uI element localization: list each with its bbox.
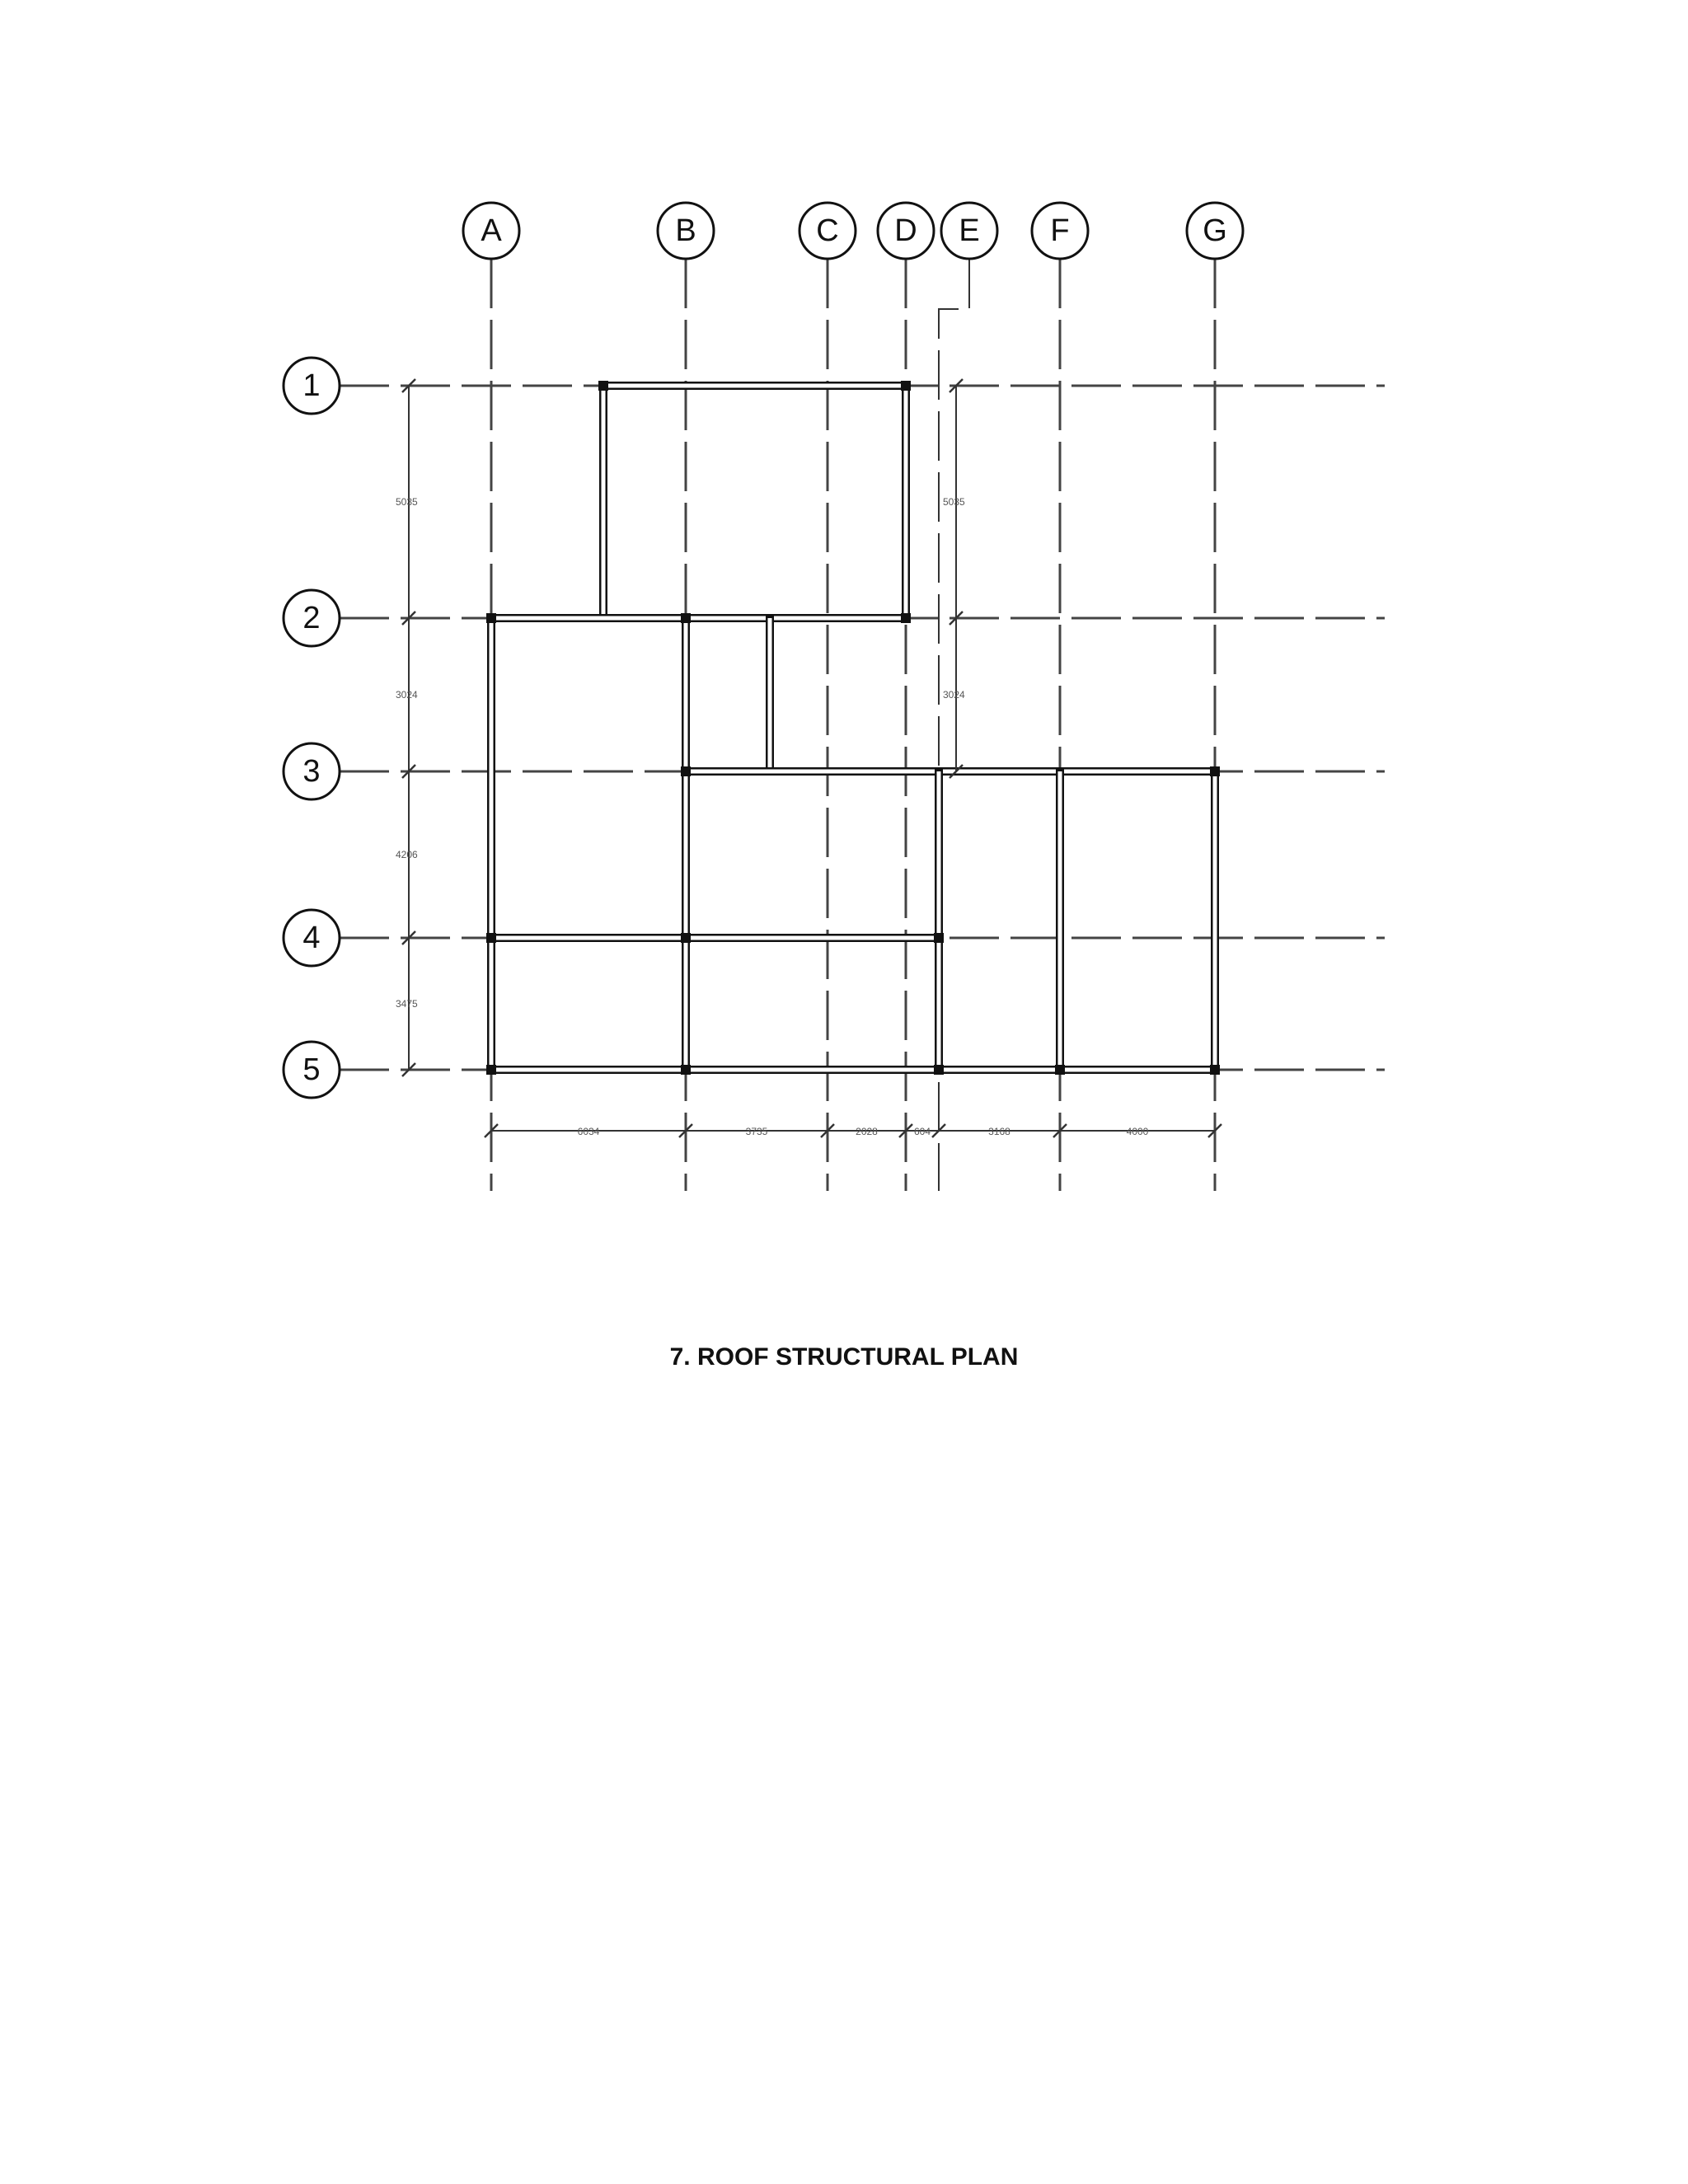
grid-bubble-label: E <box>959 213 980 248</box>
dimensions <box>396 379 1221 1137</box>
beams <box>491 386 1215 1070</box>
grid-bubble-A <box>463 203 519 259</box>
grid-bubble-label: D <box>894 213 917 248</box>
column-marker <box>681 1065 691 1075</box>
grid-bubble-label: 1 <box>302 368 321 403</box>
column-marker <box>1210 766 1220 776</box>
column-marker <box>901 613 911 623</box>
column-marker <box>681 613 691 623</box>
grid-bubble-C <box>799 203 856 259</box>
grid-bubble-3 <box>284 743 340 799</box>
grid-bubble-D <box>878 203 934 259</box>
grid-line-E <box>939 259 969 1191</box>
grid-bubble-label: 5 <box>302 1052 321 1087</box>
grid-bubble-E <box>941 203 997 259</box>
grid-bubble-5 <box>284 1042 340 1098</box>
columns <box>486 381 1220 1075</box>
grid-bubble-2 <box>284 590 340 646</box>
grid-bubble-4 <box>284 910 340 966</box>
column-marker <box>1210 1065 1220 1075</box>
column-marker <box>934 933 944 943</box>
grid-bubble-label: G <box>1203 213 1227 248</box>
column-marker <box>486 1065 496 1075</box>
column-marker <box>598 381 608 391</box>
dimension-label-bottom: 3168 <box>988 1126 1010 1137</box>
plan-title: 7. ROOF STRUCTURAL PLAN <box>669 1343 1019 1371</box>
dimension-label-bottom: 3735 <box>745 1126 768 1137</box>
dimension-label-right: 3024 <box>943 689 965 701</box>
dimension-label-left: 3024 <box>396 689 418 701</box>
dimension-label-left: 3475 <box>396 998 418 1010</box>
column-marker <box>1055 1065 1065 1075</box>
grid-bubble-G <box>1187 203 1243 259</box>
grid-bubble-1 <box>284 358 340 414</box>
dimension-label-bottom: 604 <box>913 1126 931 1137</box>
grid-bubble-F <box>1032 203 1088 259</box>
grid-bubble-label: 3 <box>302 754 321 789</box>
dimension-label-bottom: 6034 <box>577 1126 600 1137</box>
grid-bubble-label: 2 <box>302 601 321 635</box>
grid-bubble-label: C <box>816 213 839 248</box>
dimension-label-bottom: 2028 <box>856 1126 878 1137</box>
dimension-label-left: 5035 <box>396 496 418 508</box>
column-marker <box>486 933 496 943</box>
grid-bubble-label: F <box>1050 213 1070 248</box>
column-marker <box>486 613 496 623</box>
dimension-label-left: 4206 <box>396 849 418 860</box>
column-marker <box>901 381 911 391</box>
grid-bubble-label: B <box>675 213 696 248</box>
grid-bubble-B <box>658 203 714 259</box>
grid-bubbles <box>284 203 1243 1098</box>
grid-bubble-label: 4 <box>302 921 321 955</box>
grid-bubble-label: A <box>481 213 502 248</box>
column-marker <box>681 933 691 943</box>
dimension-label-bottom: 4000 <box>1126 1126 1149 1137</box>
column-marker <box>681 766 691 776</box>
column-marker <box>934 1065 944 1075</box>
grid-lines <box>340 259 1385 1191</box>
dimension-label-right: 5035 <box>943 496 965 508</box>
